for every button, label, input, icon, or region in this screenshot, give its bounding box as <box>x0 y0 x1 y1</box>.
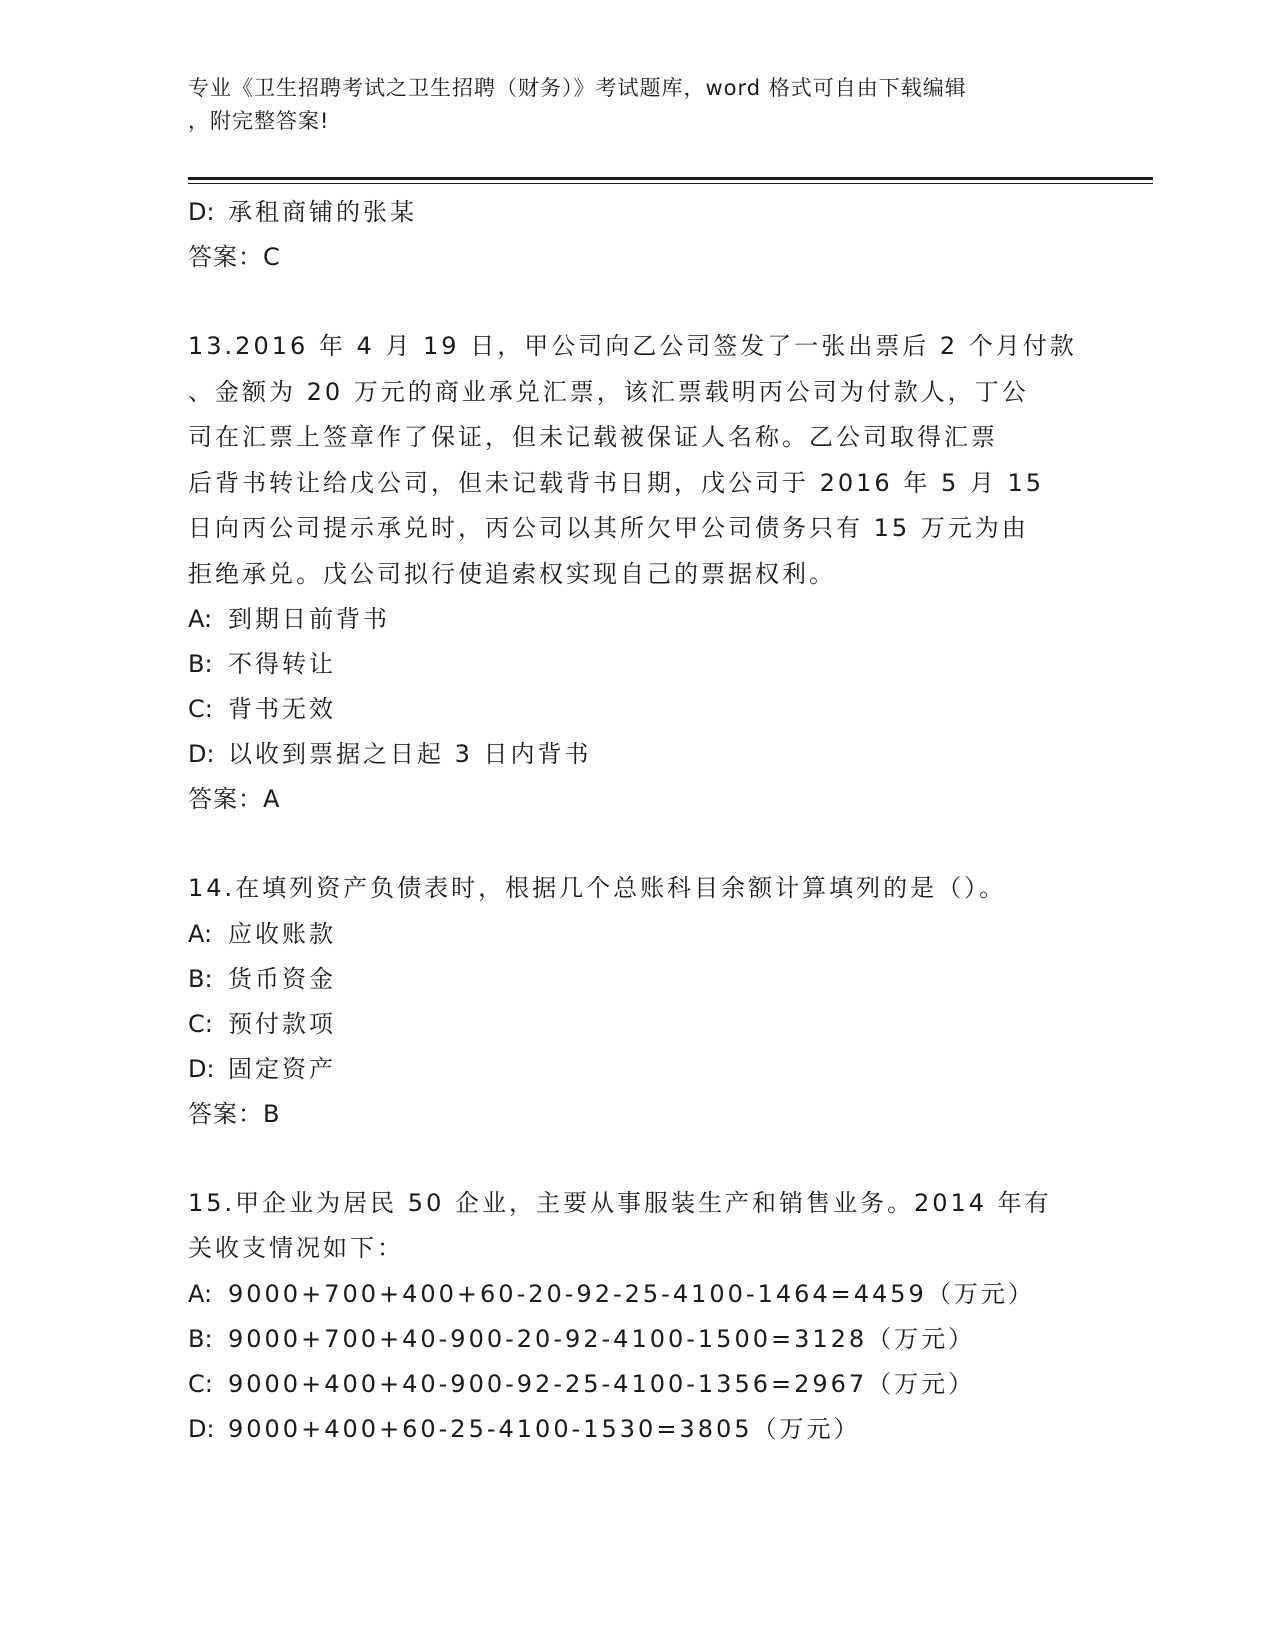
option-label: A: <box>188 919 213 948</box>
option-text: 9000+700+40-900-20-92-4100-1500=3128（万元） <box>228 1324 976 1353</box>
option-text: 9000+700+400+60-20-92-25-4100-1464=4459（万元） <box>228 1279 1035 1308</box>
option-a <box>188 597 1088 642</box>
q12-option-d <box>188 190 1088 235</box>
option-b <box>188 1317 1088 1362</box>
option-text: 到期日前背书 <box>228 605 390 633</box>
option-b <box>188 957 1088 1002</box>
header-divider-thin <box>188 183 1153 184</box>
question-13 <box>188 324 1088 822</box>
question-text-line: 拒绝承兑。戊公司拟行使追索权实现自己的票据权利。 <box>188 559 836 588</box>
option-label: D: <box>188 198 215 226</box>
q14-answer: 答案：B <box>188 1099 281 1128</box>
option-d <box>188 732 1088 777</box>
option-label: A: <box>188 1279 213 1308</box>
option-label: B: <box>188 964 213 993</box>
option-d <box>188 1047 1088 1092</box>
header-line-1: 专业《卫生招聘考试之卫生招聘（财务）》考试题库，word 格式可自由下载编辑 <box>188 76 967 100</box>
option-text: 应收账款 <box>228 919 336 948</box>
question-text-line: 14.在填列资产负债表时，根据几个总账科目余额计算填列的是（）。 <box>188 874 1007 902</box>
option-a <box>188 912 1088 957</box>
option-label: C: <box>188 695 213 723</box>
question-text-line: 、金额为 20 万元的商业承兑汇票，该汇票载明丙公司为付款人，丁公 <box>188 377 1029 406</box>
question-text-line: 日向丙公司提示承兑时，丙公司以其所欠甲公司债务只有 15 万元为由 <box>188 514 1029 542</box>
option-text: 货币资金 <box>228 964 336 993</box>
question-15 <box>188 1181 1088 1452</box>
option-label: A: <box>188 605 213 633</box>
option-label: B: <box>188 650 213 678</box>
option-label: D: <box>188 1054 215 1083</box>
page-header <box>188 72 1088 138</box>
option-text: 不得转让 <box>228 650 336 678</box>
option-c <box>188 1362 1088 1407</box>
option-text: 背书无效 <box>228 695 336 723</box>
option-label: C: <box>188 1009 213 1038</box>
option-c <box>188 1002 1088 1047</box>
question-text-line: 关收支情况如下： <box>188 1234 404 1262</box>
option-label: C: <box>188 1369 213 1398</box>
question-text-line: 15.甲企业为居民 50 企业，主要从事服装生产和销售业务。2014 年有 <box>188 1188 1052 1217</box>
question-text-line: 后背书转让给戊公司，但未记载背书日期，戊公司于 2016 年 5 月 15 <box>188 468 1045 497</box>
option-text: 以收到票据之日起 3 日内背书 <box>228 740 592 768</box>
q13-answer: 答案：A <box>188 785 281 813</box>
option-b <box>188 642 1088 687</box>
q12-answer: 答案：C <box>188 243 281 271</box>
option-text: 9000+400+60-25-4100-1530=3805（万元） <box>228 1414 861 1443</box>
option-c <box>188 687 1088 732</box>
question-text-line: 13.2016 年 4 月 19 日，甲公司向乙公司签发了一张出票后 2 个月付款 <box>188 332 1077 360</box>
option-text: 预付款项 <box>228 1009 336 1038</box>
option-label: D: <box>188 1414 215 1443</box>
header-line-2: ，附完整答案! <box>188 109 330 133</box>
question-text-line: 司在汇票上签章作了保证，但未记载被保证人名称。乙公司取得汇票 <box>188 423 998 451</box>
option-a <box>188 1272 1088 1317</box>
option-text: 9000+400+40-900-92-25-4100-1356=2967（万元） <box>228 1369 976 1398</box>
option-text: 承租商铺的张某 <box>228 198 417 226</box>
option-text: 固定资产 <box>228 1054 336 1083</box>
option-d <box>188 1407 1088 1452</box>
option-label: B: <box>188 1324 213 1353</box>
option-label: D: <box>188 740 215 768</box>
header-divider-thick <box>188 177 1153 180</box>
question-14 <box>188 866 1088 1137</box>
question-content <box>188 190 1088 1452</box>
